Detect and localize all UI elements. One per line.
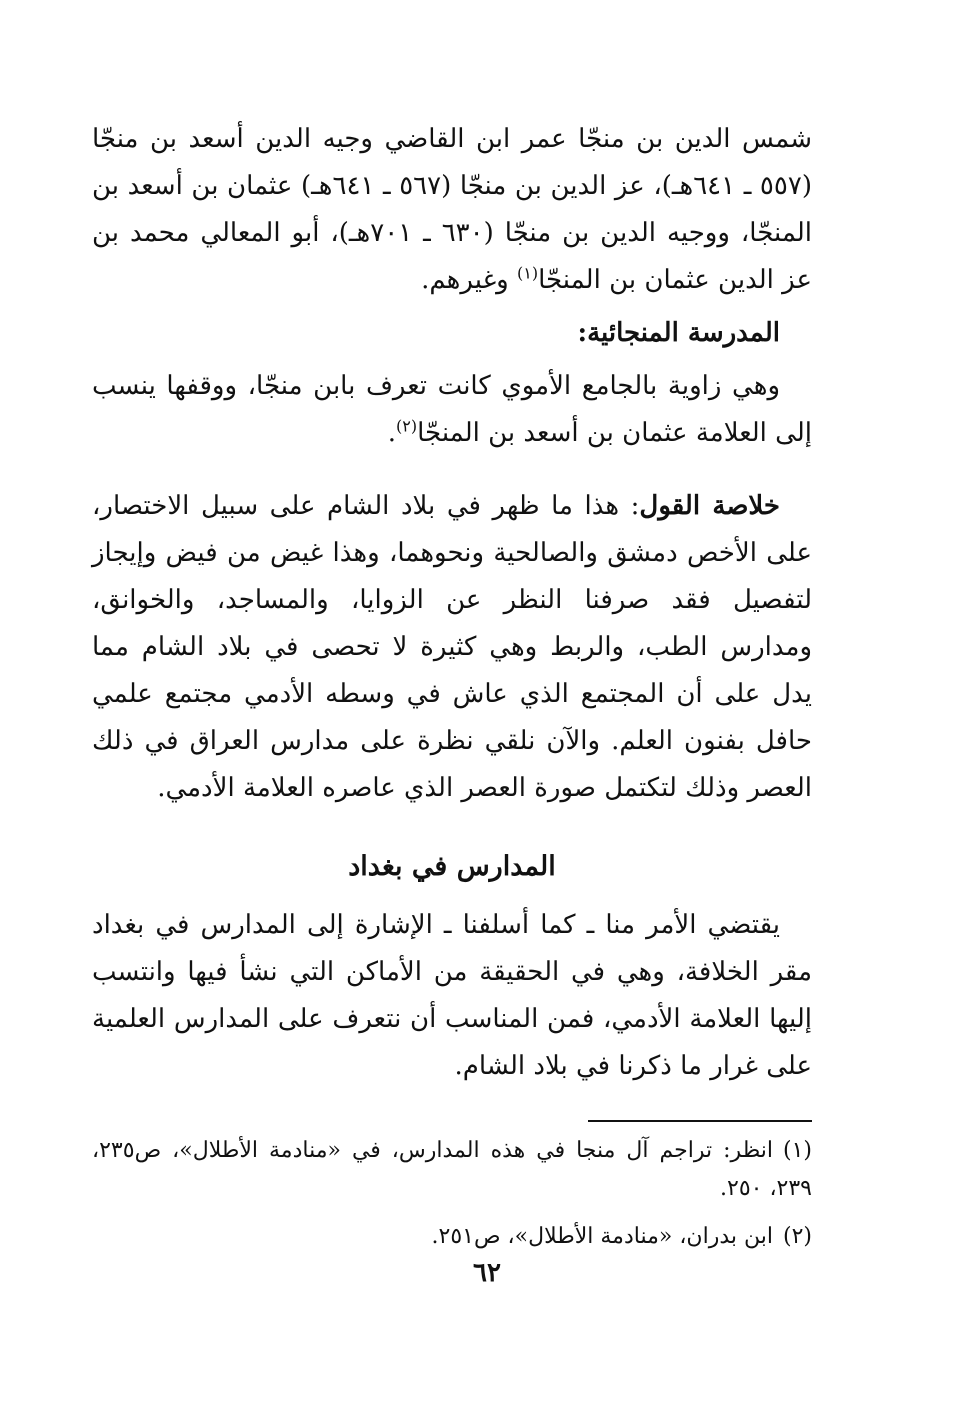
paragraph-text: يقتضي الأمر منا ـ كما أسلفنا ـ الإشارة إلى المدارس في بغداد مقر الخلافة، وهي في الحقيقة من الأماكن التي نشأ فيها وانتسب إليها العلامة الأدمي، فمن المناسب أن نتعرف على المدارس العلمية على غرار ما ذكرنا في بلاد الشام. <box>92 910 812 1081</box>
paragraph-text: شمس الدين بن منجّا عمر ابن القاضي وجيه الدين أسعد بن منجّا (٥٥٧ ـ ٦٤١هـ)، عز الدين بن منجّا (٥٦٧ ـ ٦٤١هـ) عثمان بن أسعد بن المنجّا، ووجيه الدين بن منجّا (٦٣٠ ـ ٧٠١هـ)، أبو المعالي محمد بن عز الدين عثمان بن المنجّا <box>92 124 812 295</box>
section-title-baghdad: المدارس في بغداد <box>348 851 556 882</box>
footnote-ref-1[interactable]: (١) <box>517 263 539 283</box>
footnote-2 <box>92 1218 812 1256</box>
footnote-number: (١) <box>782 1138 812 1163</box>
footnote-1 <box>92 1132 812 1208</box>
paragraph-tail: . <box>387 418 397 448</box>
paragraph-tail: وغيرهم. <box>421 265 517 295</box>
page-number: ٦٢ <box>473 1258 501 1288</box>
footnote-divider <box>588 1120 812 1122</box>
paragraph-text: : هذا ما ظهر في بلاد الشام على سبيل الاختصار، على الأخص دمشق والصالحية ونحوهما، وهذا غيض من فيض وإيجاز لتفصيل فقد صرفنا النظر عن الزوايا، والمساجد، والخوانق، ومدارس الطب، والربط وهي كثيرة لا تحصى في بلاد الشام مما يدل على أن المجتمع الذي عاش في وسطه الأدمي مجتمع علمي حافل بفنون العلم. والآن نلقي نظرة على مدارس العراق في ذلك العصر وذلك لتكتمل صورة العصر الذي عاصره العلامة الأدمي. <box>92 491 812 803</box>
paragraph-conclusion <box>92 483 812 812</box>
footnote-ref-2[interactable]: (٢) <box>396 416 418 436</box>
paragraph-text: وهي زاوية بالجامع الأموي كانت تعرف بابن منجّا، ووقفها ينسب إلى العلامة عثمان بن أسعد بن المنجّا <box>92 371 812 448</box>
footnote-number: (٢) <box>782 1224 812 1249</box>
paragraph-munajja-family <box>92 116 812 304</box>
subheading-munajjaiyya-school: المدرسة المنجائية: <box>577 318 780 348</box>
footnote-text: انظر: تراجم آل منجا في هذه المدارس، في «منادمة الأطلال»، ص٢٣٥، ٢٣٩، ٢٥٠. <box>92 1138 812 1201</box>
footnote-text: ابن بدران، «منادمة الأطلال»، ص٢٥١. <box>431 1224 773 1249</box>
conclusion-lead: خلاصة القول <box>639 491 780 521</box>
paragraph-baghdad <box>92 902 812 1090</box>
paragraph-munajjaiyya <box>92 363 812 457</box>
